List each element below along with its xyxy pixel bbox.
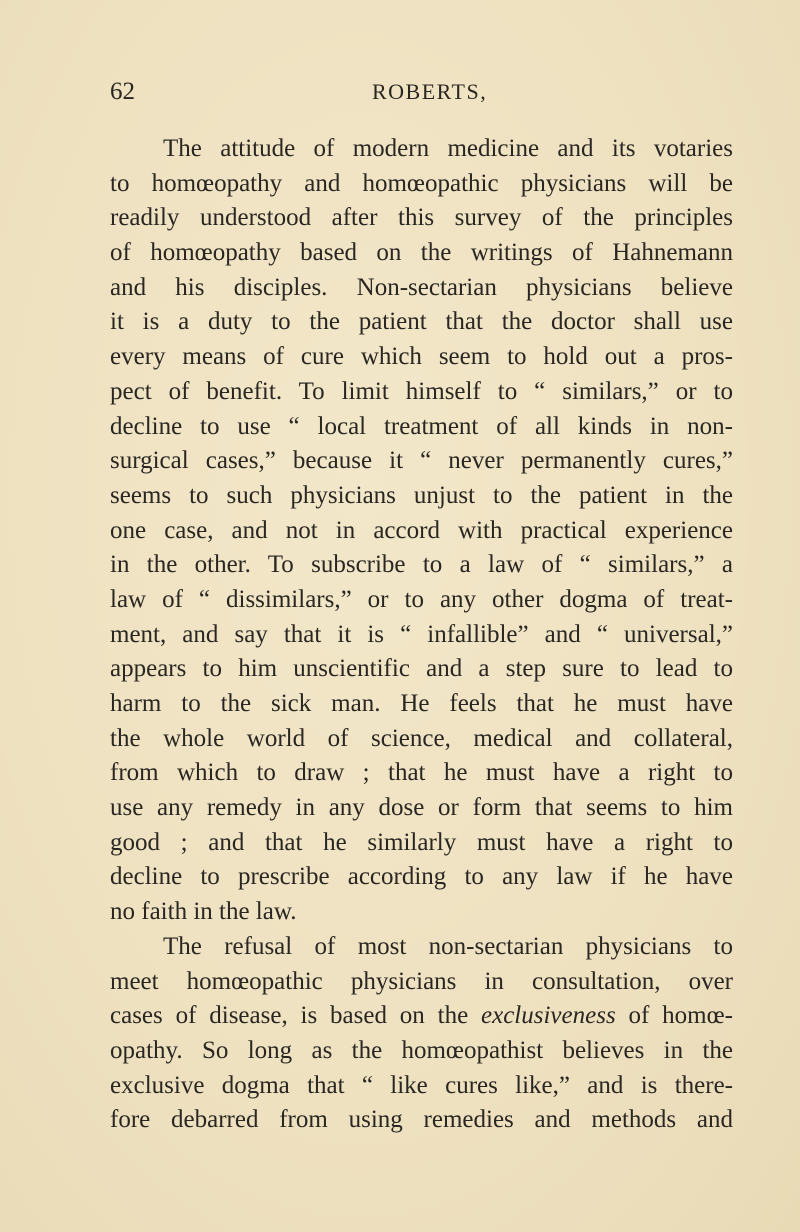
text-segment: of homœ- xyxy=(615,1002,733,1030)
text-line: use any remedy in any dose or form that seems to him xyxy=(110,794,733,822)
text-line: seems to such physicians unjust to the patient in the xyxy=(110,481,733,509)
text-line: the whole world of science, medical and collateral, xyxy=(110,724,733,752)
text-line: every means of cure which seem to hold out a pros- xyxy=(110,343,733,371)
text-line: The attitude of modern medicine and its votaries xyxy=(163,135,733,162)
text-segment: cases of disease, is based on the xyxy=(110,1002,482,1030)
text-line: pect of benefit. To limit himself to “ similars,” or to xyxy=(110,377,733,405)
italic-term: exclusiveness xyxy=(481,1002,616,1030)
text-line: The refusal of most non-sectarian physicians to xyxy=(163,932,733,960)
text-line: decline to prescribe according to any law if he have xyxy=(110,863,733,891)
text-line: readily understood after this survey of the principles xyxy=(110,204,733,232)
running-head: ROBERTS, xyxy=(372,79,488,104)
paragraph-2 xyxy=(110,930,733,1138)
text-line: to homœopathy and homœopathic physicians will be xyxy=(110,169,733,197)
text-line: good ; and that he similarly must have a right to xyxy=(110,828,733,856)
text-line: one case, and not in accord with practical experience xyxy=(110,516,733,544)
body-text xyxy=(110,132,733,1138)
text-line: meet homœopathic physicians in consultation, over xyxy=(110,967,733,995)
text-line: in the other. To subscribe to a law of “ similars,” a xyxy=(110,551,733,579)
text-line: it is a duty to the patient that the doctor shall use xyxy=(110,308,733,336)
text-line: exclusive dogma that “ like cures like,” and is there- xyxy=(110,1071,733,1099)
paragraph-1 xyxy=(110,132,733,930)
text-line: surgical cases,” because it “ never permanently cures,” xyxy=(110,447,733,475)
text-line: law of “ dissimilars,” or to any other dogma of treat- xyxy=(110,585,733,613)
text-line: opathy. So long as the homœopathist believes in the xyxy=(110,1036,733,1064)
text-line: appears to him unscientific and a step sure to lead to xyxy=(110,655,733,683)
text-line: of homœopathy based on the writings of Hahnemann xyxy=(110,239,733,267)
text-line: no faith in the law. xyxy=(110,898,297,926)
text-line: ment, and say that it is “ infallible” and “ universal,” xyxy=(110,620,733,648)
page-header xyxy=(110,78,710,114)
text-line: and his disciples. Non-sectarian physicians believe xyxy=(110,273,733,301)
text-line: from which to draw ; that he must have a right to xyxy=(110,759,733,787)
text-line: harm to the sick man. He feels that he must have xyxy=(110,690,733,717)
text-line-with-italic xyxy=(110,999,733,1034)
page-number: 62 xyxy=(110,78,135,105)
text-line: decline to use “ local treatment of all kinds in non- xyxy=(110,412,733,440)
text-line: fore debarred from using remedies and methods and xyxy=(110,1106,733,1134)
